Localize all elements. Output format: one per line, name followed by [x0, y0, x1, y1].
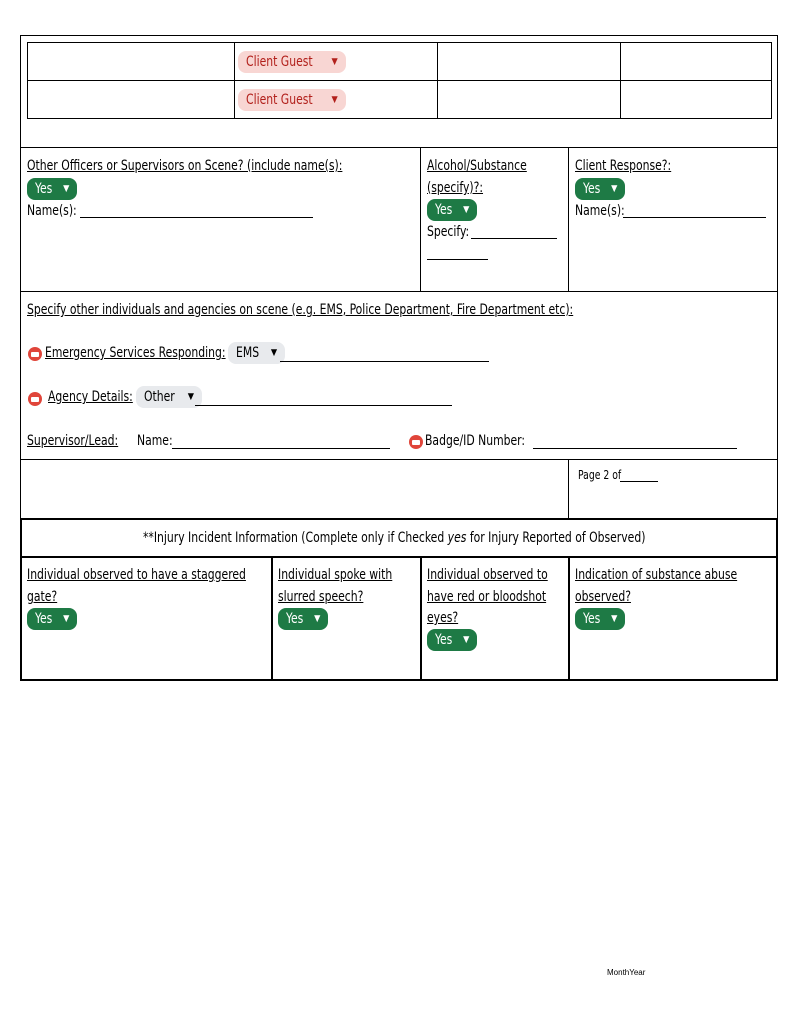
dropdown-value: Client Guest: [246, 92, 313, 108]
dropdown-value: Yes: [583, 181, 601, 197]
chevron-down-icon: ▼: [63, 614, 70, 624]
chevron-down-icon: ▼: [611, 184, 618, 194]
badge-field[interactable]: [533, 448, 737, 449]
dropdown-value: Yes: [35, 181, 53, 197]
dropdown-value: Yes: [286, 611, 304, 627]
calendar-icon: [28, 392, 42, 406]
chevron-down-icon: ▼: [331, 95, 338, 105]
q1-label: gate?: [27, 589, 58, 605]
injury-header-prefix: **Injury Incident Information (Complete only if Checked: [143, 530, 448, 546]
client-guest-dropdown[interactable]: [238, 51, 346, 73]
client-guest-dropdown[interactable]: [238, 89, 346, 111]
guest-table-col-divider: [437, 42, 438, 119]
chevron-down-icon: ▼: [270, 348, 278, 358]
other-officers-label: Other Officers or Supervisors on Scene? (include name(s):: [27, 158, 343, 174]
injury-header-italic: yes: [447, 530, 467, 546]
calendar-icon: [28, 347, 42, 361]
badge-label: Badge/ID Number:: [425, 433, 526, 449]
specify-label: Specify:: [427, 224, 470, 240]
month-year-footer: MonthYear: [607, 968, 646, 977]
supervisor-name-field[interactable]: [172, 448, 390, 449]
section-divider: [20, 147, 778, 148]
dropdown-value: Yes: [435, 202, 453, 218]
q3-dropdown[interactable]: [427, 629, 477, 651]
chevron-down-icon: ▼: [63, 184, 70, 194]
names-label: Name(s):: [27, 203, 77, 219]
q3-label: eyes?: [427, 610, 459, 626]
emergency-services-dropdown[interactable]: [228, 342, 285, 364]
chevron-down-icon: ▼: [463, 205, 470, 215]
page-number-label: Page 2 of: [578, 468, 622, 482]
alcohol-dropdown[interactable]: [427, 199, 477, 221]
section-divider: [20, 291, 778, 292]
section-divider: [20, 459, 778, 460]
dropdown-value: Yes: [35, 611, 53, 627]
injury-col-divider: [420, 556, 422, 681]
q2-dropdown[interactable]: [278, 608, 328, 630]
client-response-dropdown[interactable]: [575, 178, 625, 200]
section-col-divider: [420, 147, 421, 291]
guest-table-col-divider: [620, 42, 621, 119]
injury-header-text: [143, 528, 645, 549]
dropdown-value: Yes: [583, 611, 601, 627]
calendar-icon: [409, 435, 423, 449]
emergency-services-field[interactable]: [280, 361, 489, 362]
q4-label: observed?: [575, 589, 631, 605]
agency-details-label: Agency Details:: [48, 389, 133, 405]
supervisor-label: Supervisor/Lead:: [27, 433, 119, 449]
guest-table-row-divider: [27, 80, 772, 81]
names-field[interactable]: [80, 217, 313, 218]
agency-details-field[interactable]: [195, 405, 452, 406]
q1-label: Individual observed to have a staggered: [27, 567, 246, 583]
other-officers-dropdown[interactable]: [27, 178, 77, 200]
chevron-down-icon: ▼: [463, 635, 470, 645]
chevron-down-icon: ▼: [187, 392, 194, 402]
specify-field[interactable]: [471, 238, 557, 239]
client-response-label: Client Response?:: [575, 158, 672, 174]
dropdown-value: Client Guest: [246, 54, 313, 70]
agencies-instruction: Specify other individuals and agencies on scene (e.g. EMS, Police Department, Fire Department etc):: [27, 302, 574, 318]
q4-dropdown[interactable]: [575, 608, 625, 630]
dropdown-value: EMS: [236, 345, 260, 361]
client-names-field[interactable]: [623, 217, 766, 218]
dropdown-value: Yes: [435, 632, 453, 648]
q1-dropdown[interactable]: [27, 608, 77, 630]
client-names-label: Name(s):: [575, 203, 625, 219]
guest-table-col-divider: [234, 42, 235, 119]
q4-label: Indication of substance abuse: [575, 567, 738, 583]
injury-col-divider: [568, 556, 570, 681]
page-total-field[interactable]: [620, 481, 658, 482]
alcohol-label: (specify)?:: [427, 180, 484, 196]
section-col-divider: [568, 459, 569, 519]
specify-field-continued[interactable]: [427, 259, 488, 260]
dropdown-value: Other: [144, 389, 175, 405]
chevron-down-icon: ▼: [611, 614, 618, 624]
emergency-services-label: Emergency Services Responding:: [45, 345, 226, 361]
injury-col-divider: [271, 556, 273, 681]
chevron-down-icon: ▼: [314, 614, 321, 624]
injury-header-suffix: for Injury Reported of Observed): [466, 530, 646, 546]
name-label: Name:: [137, 433, 173, 449]
section-col-divider: [568, 147, 569, 291]
alcohol-label: Alcohol/Substance: [427, 158, 527, 174]
agency-details-dropdown[interactable]: [136, 386, 202, 408]
q2-label: Individual spoke with: [278, 567, 393, 583]
q3-label: have red or bloodshot: [427, 589, 547, 605]
chevron-down-icon: ▼: [331, 57, 338, 67]
q2-label: slurred speech?: [278, 589, 364, 605]
q3-label: Individual observed to: [427, 567, 548, 583]
